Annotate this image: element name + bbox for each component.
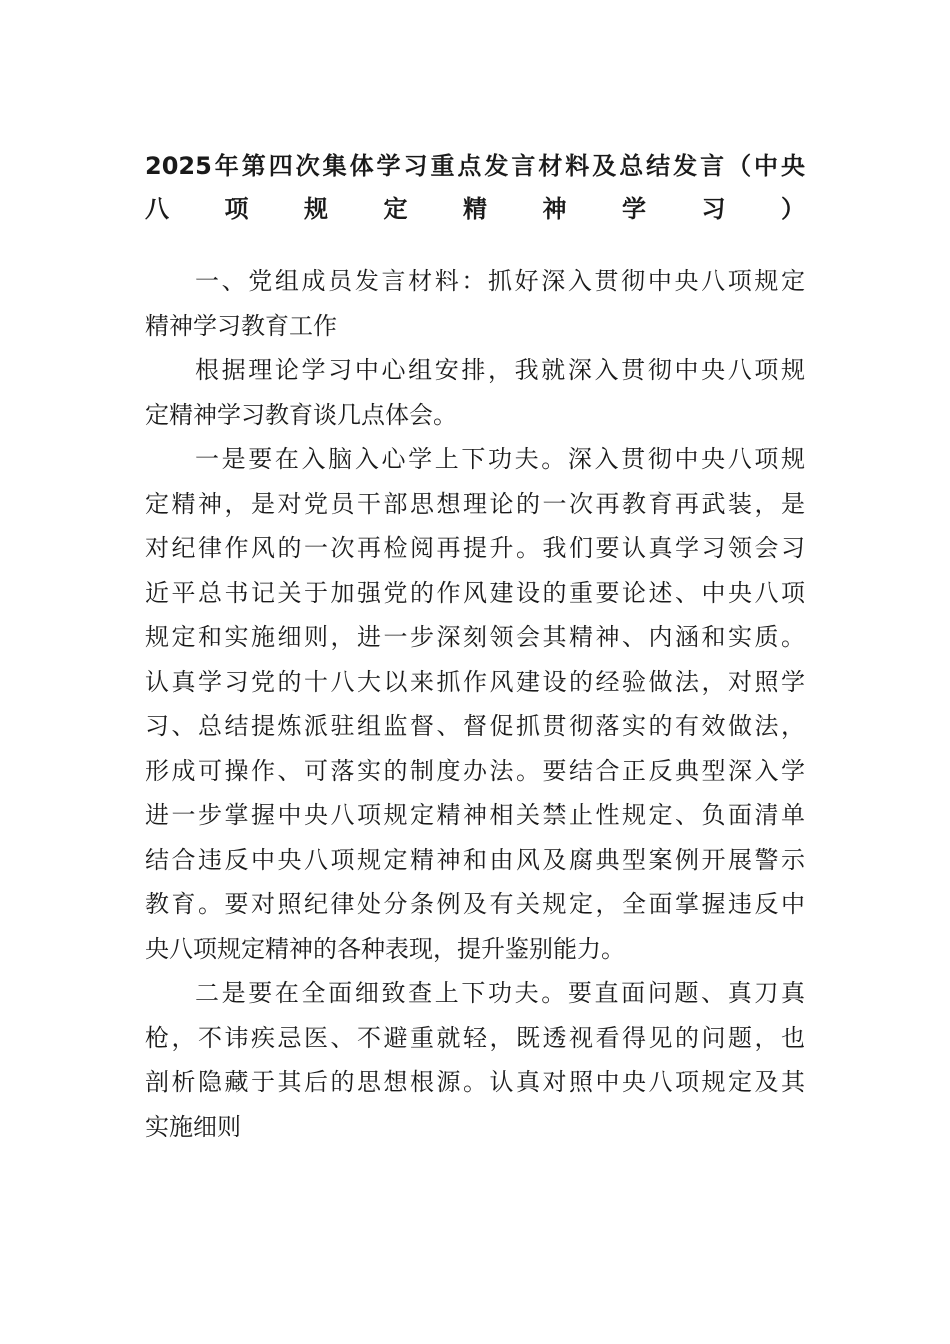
paragraph-point-one xyxy=(145,437,805,971)
text-line: 剖析隐藏于其后的思想根源。认真对照中央八项规定及其 xyxy=(145,1068,805,1096)
text-line: 央八项规定精神的各种表现，提升鉴别能力。 xyxy=(145,934,625,963)
paragraph-point-two xyxy=(145,971,805,1149)
text-line: 实施细则 xyxy=(145,1112,241,1141)
text-line: 形成可操作、可落实的制度办法。要结合正反典型深入学 xyxy=(145,756,805,785)
text-line: 近平总书记关于加强党的作风建设的重要论述、中央八项 xyxy=(145,578,805,607)
text-line: 进一步掌握中央八项规定精神相关禁止性规定、负面清单 xyxy=(145,801,805,829)
text-line: 精神学习教育工作 xyxy=(145,311,337,340)
paragraph-section-heading xyxy=(145,259,805,348)
paragraph-intro xyxy=(145,348,805,437)
title-line: 八项规定精神学习） xyxy=(145,195,805,223)
document-title xyxy=(145,145,805,231)
text-line: 定精神学习教育谈几点体会。 xyxy=(145,400,457,429)
text-line: 教育。要对照纪律处分条例及有关规定，全面掌握违反中 xyxy=(145,890,805,918)
document-body xyxy=(145,259,805,1149)
text-line: 枪，不讳疾忌医、不避重就轻，既透视看得见的问题，也 xyxy=(145,1023,805,1052)
text-line: 对纪律作风的一次再检阅再提升。我们要认真学习领会习 xyxy=(145,534,805,562)
text-line: 一是要在入脑入心学上下功夫。深入贯彻中央八项规 xyxy=(195,445,805,473)
text-line: 定精神，是对党员干部思想理论的一次再教育再武装，是 xyxy=(145,489,805,518)
text-line: 二是要在全面细致查上下功夫。要直面问题、真刀真 xyxy=(195,979,805,1007)
text-line: 根据理论学习中心组安排，我就深入贯彻中央八项规 xyxy=(195,356,805,384)
text-line: 一、党组成员发言材料：抓好深入贯彻中央八项规定 xyxy=(195,267,805,295)
title-line: 2025年第四次集体学习重点发言材料及总结发言（中央 xyxy=(145,152,805,180)
text-line: 习、总结提炼派驻组监督、督促抓贯彻落实的有效做法， xyxy=(145,712,805,740)
text-line: 认真学习党的十八大以来抓作风建设的经验做法，对照学 xyxy=(145,667,805,696)
text-line: 结合违反中央八项规定精神和由风及腐典型案例开展警示 xyxy=(145,845,805,874)
text-line: 规定和实施细则，进一步深刻领会其精神、内涵和实质。 xyxy=(145,623,805,651)
